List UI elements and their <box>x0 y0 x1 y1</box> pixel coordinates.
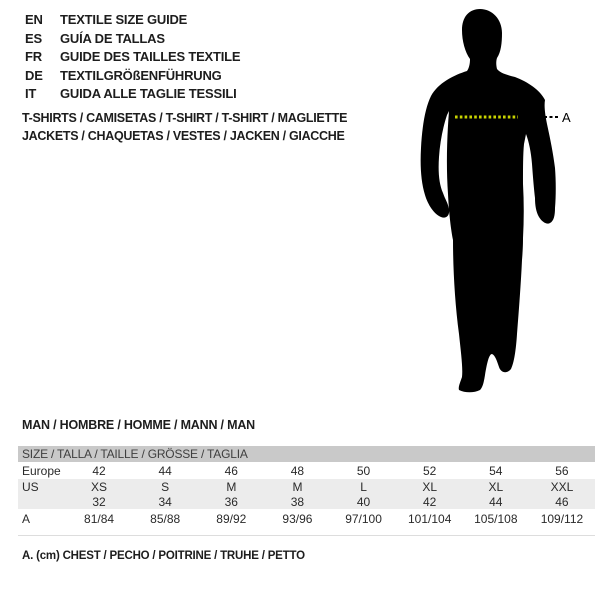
language-row <box>25 85 240 104</box>
language-row <box>25 67 240 86</box>
size-table <box>18 446 595 536</box>
table-cell: 89/92 <box>216 512 247 526</box>
table-row-numeric <box>18 494 595 509</box>
language-code: ES <box>25 30 42 46</box>
measurement-footnote: A. (cm) CHEST / PECHO / POITRINE / TRUHE / PETTO <box>22 550 305 562</box>
table-cell: XL <box>488 479 504 494</box>
table-cell: 44 <box>158 463 172 478</box>
table-cell: L <box>360 479 367 494</box>
table-cell: 42 <box>92 463 106 478</box>
man-silhouette <box>418 6 574 396</box>
table-cell: 97/100 <box>345 512 382 526</box>
table-row-chest-a <box>18 509 595 529</box>
table-cell: 40 <box>356 494 371 509</box>
table-cell: 109/112 <box>540 512 584 526</box>
language-row <box>25 11 240 30</box>
man-silhouette-shape <box>421 9 556 392</box>
language-row <box>25 30 240 49</box>
language-code: DE <box>25 67 43 83</box>
language-list <box>25 11 240 104</box>
language-title: TEXTILE SIZE GUIDE <box>60 12 188 27</box>
table-cell: 42 <box>423 494 437 509</box>
table-cell: 34 <box>158 494 172 509</box>
table-row-us <box>18 479 595 494</box>
table-cell: 52 <box>423 463 437 478</box>
language-title: GUIDE DES TAILLES TEXTILE <box>60 49 241 65</box>
language-code: IT <box>25 86 37 102</box>
table-cell: M <box>292 479 303 494</box>
table-cell: 50 <box>356 463 371 478</box>
language-title: GUIDA ALLE TAGLIE TESSILI <box>60 86 237 102</box>
table-cell: 32 <box>92 494 106 509</box>
language-title: TEXTILGRÖßENFÜHRUNG <box>60 67 222 83</box>
table-cell: 93/96 <box>282 512 313 526</box>
row-label: A <box>22 512 31 526</box>
table-cell: XL <box>422 479 438 494</box>
table-cell: 38 <box>290 494 305 509</box>
section-title-man: MAN / HOMBRE / HOMME / MANN / MAN <box>22 418 255 432</box>
table-cell: 85/88 <box>150 512 181 526</box>
size-table-header: SIZE / TALLA / TAILLE / GRÖSSE / TAGLIA <box>18 446 595 462</box>
table-cell: 54 <box>489 463 503 478</box>
table-cell: XS <box>91 479 108 494</box>
language-code: FR <box>25 49 42 65</box>
garment-categories <box>22 109 347 145</box>
table-cell: 105/108 <box>474 512 518 526</box>
table-cell: 36 <box>224 494 238 509</box>
table-cell: M <box>226 479 237 494</box>
table-cell: 101/104 <box>407 512 452 526</box>
category-jackets: JACKETS / CHAQUETAS / VESTES / JACKEN / GIACCHE <box>22 129 345 143</box>
table-cell: 44 <box>489 494 503 509</box>
language-title: GUÍA DE TALLAS <box>60 30 165 46</box>
table-cell: 56 <box>555 463 569 478</box>
language-code: EN <box>25 12 43 27</box>
measure-label-a: A <box>562 110 571 125</box>
category-tshirts: T-SHIRTS / CAMISETAS / T-SHIRT / T-SHIRT / MAGLIETTE <box>22 111 348 125</box>
table-row-europe <box>18 462 595 479</box>
table-cell: 81/84 <box>84 512 115 526</box>
language-row <box>25 48 240 67</box>
table-cell: 46 <box>555 494 569 509</box>
table-cell: S <box>161 479 170 494</box>
table-cell: 46 <box>224 463 238 478</box>
table-cell: XXL <box>550 479 574 494</box>
row-label: Europe <box>22 463 61 478</box>
row-label: US <box>22 479 39 494</box>
table-cell: 48 <box>290 463 305 478</box>
